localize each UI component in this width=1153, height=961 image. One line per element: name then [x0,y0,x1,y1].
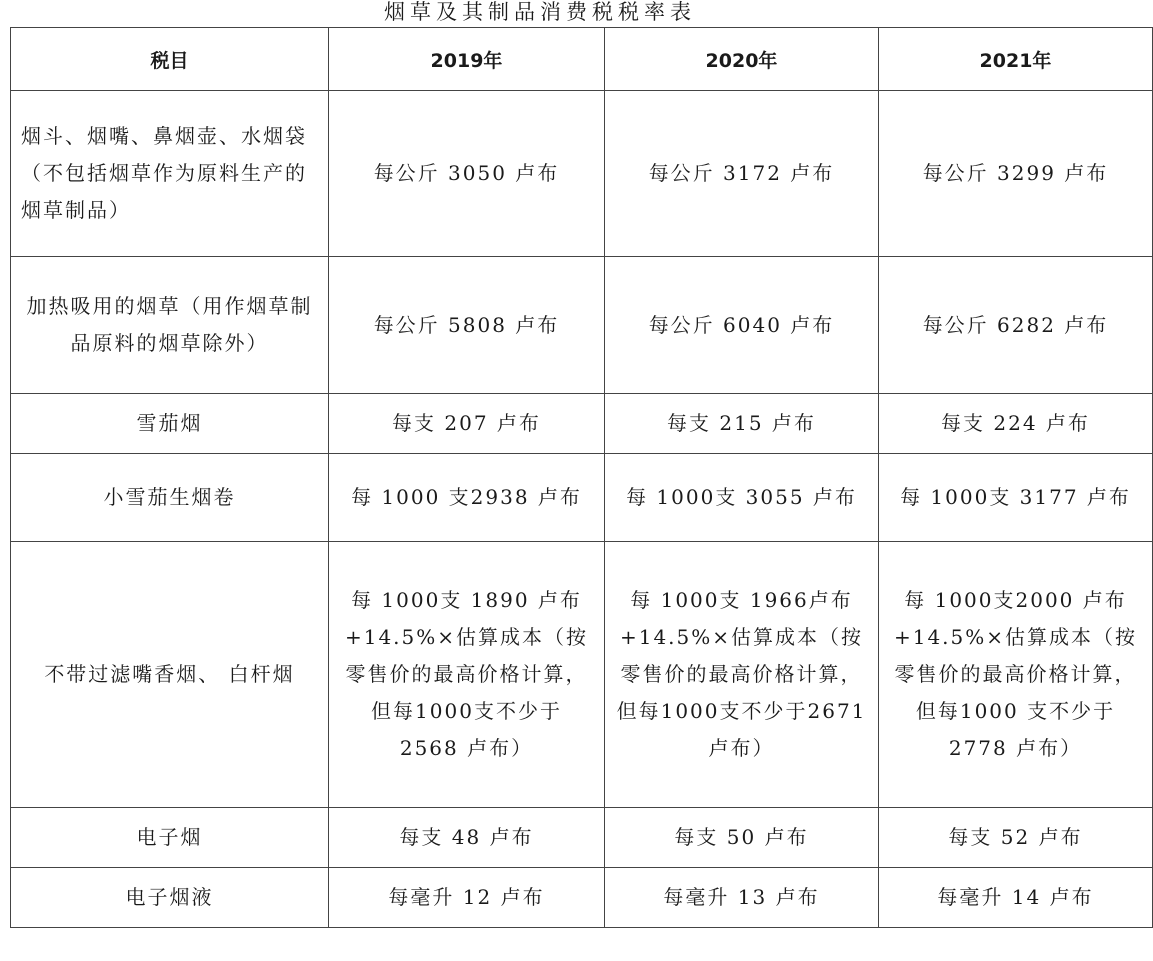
item-cell: 雪茄烟 [11,394,329,454]
item-cell: 加热吸用的烟草（用作烟草制品原料的烟草除外） [11,257,329,394]
rate-cell-2020: 每 1000支 3055 卢布 [605,454,879,542]
rate-cell-2019: 每 1000 支2938 卢布 [329,454,605,542]
rate-cell-2021: 每公斤 3299 卢布 [879,91,1153,257]
item-cell: 电子烟液 [11,868,329,928]
tax-rate-table [10,27,1153,928]
table-row [11,868,1153,928]
rate-cell-2019: 每支 207 卢布 [329,394,605,454]
header-2021: 2021年 [879,28,1153,91]
rate-cell-2020: 每公斤 6040 卢布 [605,257,879,394]
table-row [11,394,1153,454]
table-row [11,808,1153,868]
table-title: 烟草及其制品消费税税率表 [384,0,696,24]
item-cell: 小雪茄生烟卷 [11,454,329,542]
rate-cell-2021: 每支 52 卢布 [879,808,1153,868]
rate-cell-2019: 每毫升 12 卢布 [329,868,605,928]
item-cell: 烟斗、烟嘴、鼻烟壶、水烟袋 （不包括烟草作为原料生产的烟草制品） [11,91,329,257]
rate-cell-2021: 每 1000支2000 卢布+14.5%×估算成本（按零售价的最高价格计算，但每1000 支不少于2778 卢布） [879,542,1153,808]
table-row [11,91,1153,257]
table-row [11,257,1153,394]
table-row [11,454,1153,542]
rate-cell-2020: 每 1000支 1966卢布+14.5%×估算成本（按零售价的最高价格计算，但每1000支不少于2671 卢布） [605,542,879,808]
rate-cell-2021: 每毫升 14 卢布 [879,868,1153,928]
header-2020: 2020年 [605,28,879,91]
rate-cell-2021: 每 1000支 3177 卢布 [879,454,1153,542]
rate-cell-2019: 每 1000支 1890 卢布+14.5%×估算成本（按零售价的最高价格计算，但每1000支不少于 2568 卢布） [329,542,605,808]
header-2019: 2019年 [329,28,605,91]
table-row [11,542,1153,808]
item-cell: 电子烟 [11,808,329,868]
item-cell: 不带过滤嘴香烟、 白杆烟 [11,542,329,808]
header-item: 税目 [11,28,329,91]
rate-cell-2020: 每毫升 13 卢布 [605,868,879,928]
rate-cell-2021: 每支 224 卢布 [879,394,1153,454]
rate-cell-2019: 每公斤 5808 卢布 [329,257,605,394]
header-row [11,28,1153,91]
rate-cell-2020: 每支 50 卢布 [605,808,879,868]
rate-cell-2020: 每公斤 3172 卢布 [605,91,879,257]
rate-cell-2019: 每公斤 3050 卢布 [329,91,605,257]
rate-cell-2020: 每支 215 卢布 [605,394,879,454]
rate-cell-2021: 每公斤 6282 卢布 [879,257,1153,394]
rate-cell-2019: 每支 48 卢布 [329,808,605,868]
